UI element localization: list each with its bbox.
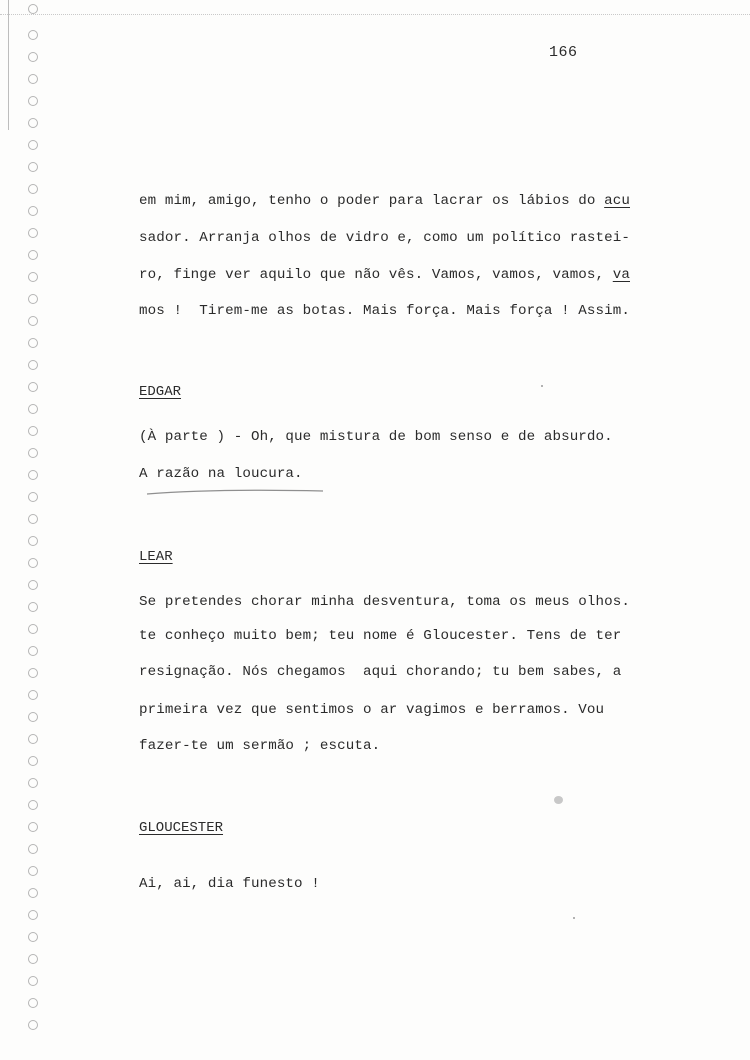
binding-hole — [28, 844, 38, 854]
binding-hole — [28, 778, 38, 788]
binding-hole — [28, 316, 38, 326]
binding-hole — [28, 74, 38, 84]
binding-hole — [28, 206, 38, 216]
binding-hole — [28, 690, 38, 700]
binding-hole — [28, 954, 38, 964]
pen-underline-mark — [145, 487, 325, 497]
binding-hole — [28, 162, 38, 172]
binding-hole — [28, 712, 38, 722]
binding-hole — [28, 888, 38, 898]
speech-line: primeira vez que sentimos o ar vagimos e berramos. Vou — [139, 702, 605, 718]
binding-hole — [28, 52, 38, 62]
speech-line: te conheço muito bem; teu nome é Gloucester. Tens de ter — [139, 628, 622, 644]
binding-hole — [28, 228, 38, 238]
binding-hole — [28, 558, 38, 568]
binding-hole — [28, 866, 38, 876]
binding-hole — [28, 272, 38, 282]
binding-hole — [28, 426, 38, 436]
binding-hole — [28, 734, 38, 744]
binding-hole — [28, 470, 38, 480]
binding-hole — [28, 756, 38, 766]
binding-hole — [28, 30, 38, 40]
page-top-edge — [0, 14, 750, 15]
page-number: 166 — [549, 44, 578, 61]
binding-hole — [28, 492, 38, 502]
binding-hole — [28, 998, 38, 1008]
binding-hole — [28, 382, 38, 392]
text-span: mos ! Tirem-me as botas. Mais força. Mais força ! Assim. — [139, 303, 630, 319]
binding-hole — [28, 1020, 38, 1030]
text-line — [139, 303, 630, 319]
binding-hole — [28, 580, 38, 590]
binding-hole — [28, 602, 38, 612]
speech-line: fazer-te um sermão ; escuta. — [139, 738, 381, 754]
binding-hole — [28, 448, 38, 458]
binding-hole — [28, 404, 38, 414]
binding-hole — [28, 536, 38, 546]
text-span: em mim, amigo, tenho o poder para lacrar os lábios do — [139, 193, 605, 209]
paper-dot — [541, 385, 543, 387]
speech-line: resignação. Nós chegamos aqui chorando; tu bem sabes, a — [139, 664, 622, 680]
binding-hole — [28, 668, 38, 678]
binding-hole — [28, 360, 38, 370]
binding-hole — [28, 514, 38, 524]
text-span: ro, finge ver aquilo que não vês. Vamos, vamos, vamos, — [139, 267, 613, 283]
binding-hole — [28, 4, 38, 14]
binding-hole — [28, 294, 38, 304]
hyphen-underline-span: va — [612, 267, 630, 283]
binding-hole — [28, 800, 38, 810]
speech-line: A razão na loucura. — [139, 466, 303, 482]
binding-hole — [28, 624, 38, 634]
binding-hole — [28, 338, 38, 348]
binding-hole — [28, 976, 38, 986]
speaker-heading: EDGAR — [139, 384, 182, 400]
text-line — [139, 230, 630, 246]
text-span: sador. Arranja olhos de vidro e, como um político rastei- — [139, 230, 630, 246]
binding-hole — [28, 118, 38, 128]
speech-line: (À parte ) - Oh, que mistura de bom senso e de absurdo. — [139, 429, 613, 445]
binding-hole — [28, 932, 38, 942]
paper-dot — [573, 917, 575, 919]
text-line — [139, 193, 630, 209]
speaker-heading: LEAR — [139, 549, 173, 565]
speaker-heading: GLOUCESTER — [139, 820, 224, 836]
speech-line: Ai, ai, dia funesto ! — [139, 876, 320, 892]
paper-speck — [554, 796, 563, 804]
binding-hole — [28, 140, 38, 150]
binding-hole — [28, 822, 38, 832]
binding-hole — [28, 646, 38, 656]
binding-hole — [28, 184, 38, 194]
binding-hole — [28, 250, 38, 260]
binding-hole — [28, 910, 38, 920]
speech-line: Se pretendes chorar minha desventura, toma os meus olhos. — [139, 594, 630, 610]
binding-hole — [28, 96, 38, 106]
text-line — [139, 267, 630, 283]
binding-holes — [0, 0, 44, 1060]
hyphen-underline-span: acu — [604, 193, 630, 209]
